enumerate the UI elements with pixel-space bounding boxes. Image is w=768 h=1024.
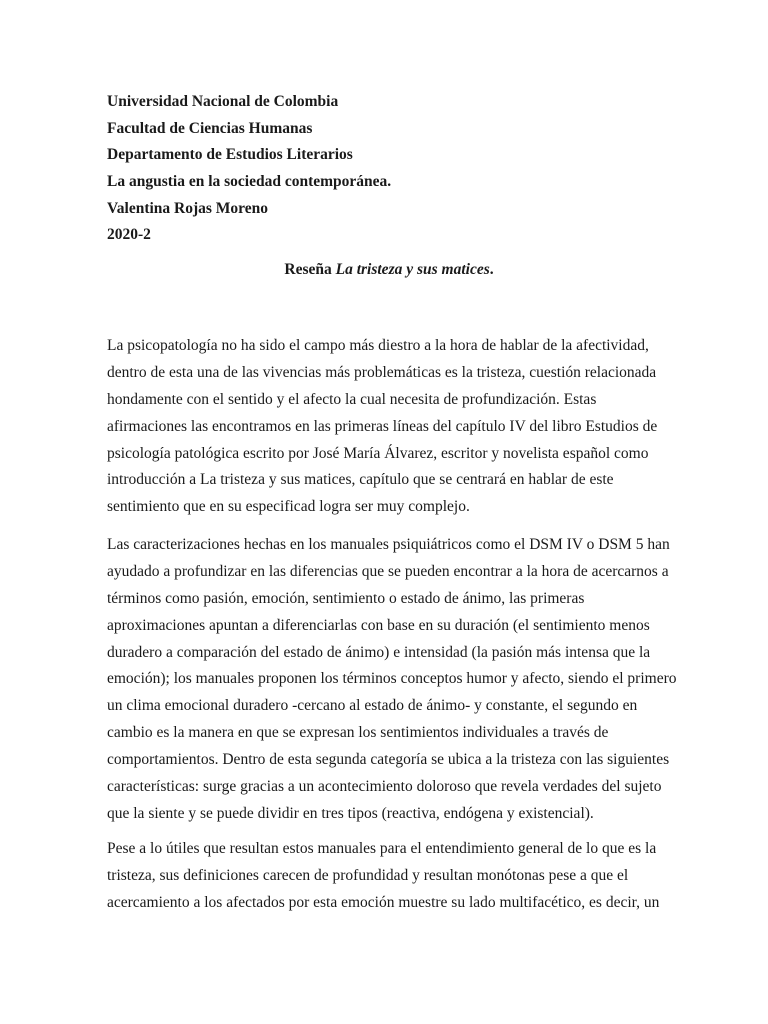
paragraph-2: [107, 532, 677, 828]
paragraph-line: términos como pasión, emoción, sentimiento o estado de ánimo, las primeras: [107, 589, 585, 607]
paragraph-line: aproximaciones apuntan a diferenciarlas con base en su duración (el sentimiento menos: [107, 616, 650, 634]
faculty-name: Facultad de Ciencias Humanas: [107, 119, 313, 137]
paragraph-line: cambio es la manera en que se expresan los sentimientos individuales a través de: [107, 724, 609, 742]
paragraph-1: [107, 333, 667, 521]
review-title-suffix: .: [489, 261, 494, 278]
paragraph-line: hondamente con el sentido y el afecto la cual necesita de profundización. Estas: [107, 390, 597, 408]
paragraph-line: La psicopatología no ha sido el campo más diestro a la hora de hablar de la afectividad,: [107, 337, 649, 354]
paragraph-line: comportamientos. Dentro de esta segunda categoría se ubica a la tristeza con las siguientes: [107, 751, 670, 769]
document-header: [107, 89, 667, 249]
paragraph-line: ayudado a profundizar en las diferencias que se pueden encontrar a la hora de acercarnos a: [107, 562, 669, 580]
paragraph-line: Pese a lo útiles que resultan estos manuales para el entendimiento general de lo que es la: [107, 840, 657, 857]
review-title-book: La tristeza y sus matices: [335, 261, 490, 278]
paragraph-line: sentimiento que en su especificad logra ser muy complejo.: [107, 498, 470, 516]
paragraph-3: [107, 836, 667, 917]
paragraph-line: tristeza, sus definiciones carecen de profundidad y resultan monótonas pese a que el: [107, 866, 629, 884]
paragraph-line: características: surge gracias a un acontecimiento doloroso que revela verdades del sujeto: [107, 778, 662, 796]
paragraph-line: psicología patológica escrito por José María Álvarez, escritor y novelista español como: [107, 444, 649, 462]
course-name: La angustia en la sociedad contemporánea.: [107, 173, 392, 191]
paragraph-line: que la siente y se puede dividir en tres tipos (reactiva, endógena y existencial).: [107, 804, 594, 822]
paragraph-line: dentro de esta una de las vivencias más problemáticas es la tristeza, cuestión relacionada: [107, 363, 657, 381]
review-title-prefix: Reseña: [284, 261, 332, 278]
paragraph-line: afirmaciones las encontramos en las primeras líneas del capítulo IV del libro Estudios de: [107, 417, 658, 435]
university-name: Universidad Nacional de Colombia: [107, 93, 339, 110]
paragraph-line: emoción); los manuales proponen los términos conceptos humor y afecto, siendo el primero: [107, 670, 677, 688]
term: 2020-2: [107, 226, 151, 244]
paragraph-line: acercamiento a los afectados por esta emoción muestre su lado multifacético, es decir, un: [107, 893, 660, 911]
paragraph-line: Las caracterizaciones hechas en los manuales psiquiátricos como el DSM IV o DSM 5 han: [107, 536, 670, 553]
paragraph-line: un clima emocional duradero -cercano al estado de ánimo- y constante, el segundo en: [107, 697, 638, 715]
paragraph-line: duradero a comparación del estado de ánimo) e intensidad (la pasión más intensa que la: [107, 643, 651, 661]
paragraph-line: introducción a La tristeza y sus matices, capítulo que se centrará en hablar de este: [107, 471, 614, 489]
review-title: [107, 259, 671, 281]
author-name: Valentina Rojas Moreno: [107, 199, 269, 217]
department-name: Departamento de Estudios Literarios: [107, 146, 353, 164]
